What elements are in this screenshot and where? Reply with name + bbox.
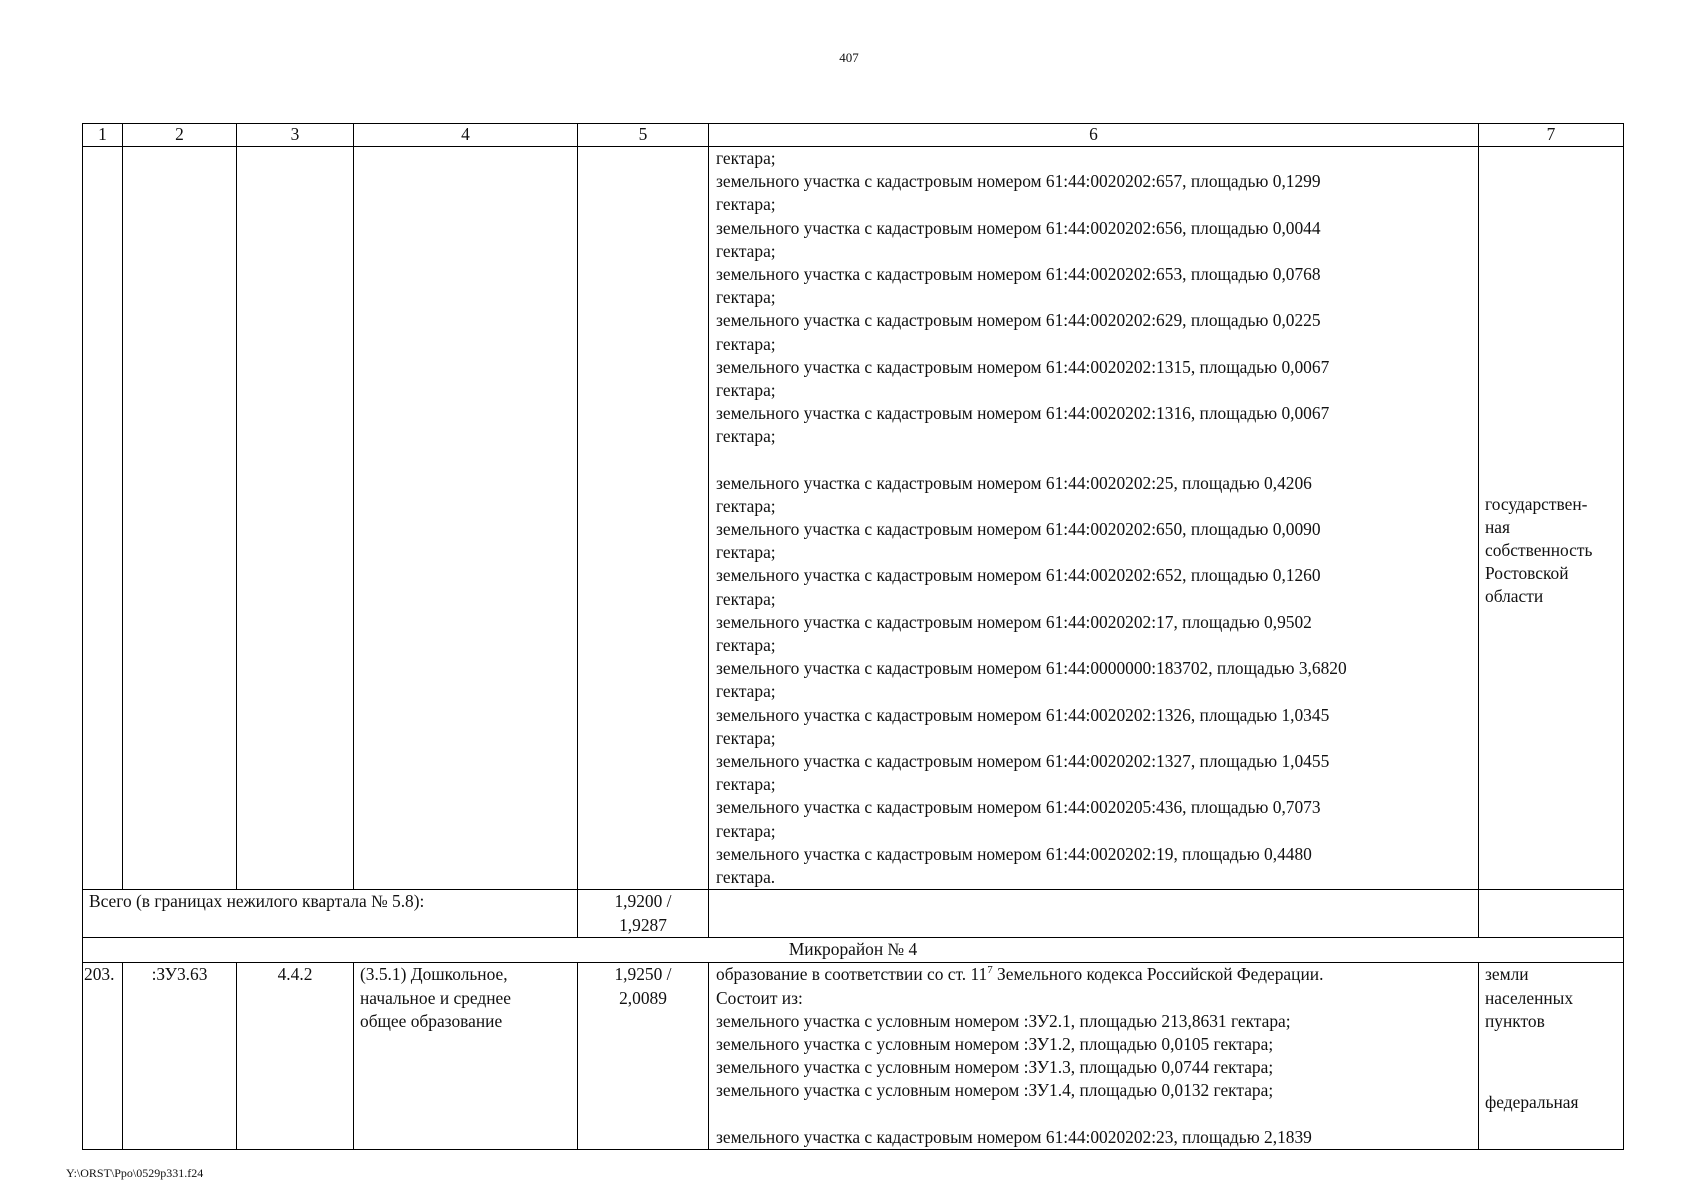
- composition-line: гектара;: [716, 542, 776, 563]
- zone-code: 4.4.2: [237, 963, 354, 1149]
- column-header: 5: [578, 124, 709, 147]
- composition-gap: [716, 1103, 1472, 1126]
- table-header-row: [83, 124, 1624, 147]
- total-area: [578, 890, 709, 938]
- composition-cell: [709, 963, 1479, 1149]
- composition-line: земельного участка с кадастровым номером 61:44:0020202:1315, площадью 0,0067: [716, 356, 1330, 377]
- plot-area-line: 1,9250 /: [614, 964, 672, 985]
- composition-line: гектара;: [716, 727, 776, 748]
- land-category-line: населенных: [1485, 987, 1574, 1008]
- total-label: Всего (в границах нежилого квартала № 5.8):: [83, 890, 578, 938]
- composition-line: земельного участка с условным номером :ЗУ2.1, площадью 213,8631 гектара;: [716, 1010, 1291, 1031]
- cell-empty: [709, 890, 1479, 938]
- ownership-line: области: [1485, 586, 1544, 606]
- page-number: 407: [839, 50, 859, 65]
- composition-line: гектара;: [716, 635, 776, 656]
- ownership-line: федеральная: [1485, 1091, 1579, 1112]
- column-header: 3: [237, 124, 354, 147]
- composition-line: гектара;: [716, 495, 776, 516]
- composition-line: [716, 963, 1472, 986]
- land-plots-table: [82, 123, 1624, 1150]
- composition-line: земельного участка с условным номером :ЗУ1.3, площадью 0,0744 гектара;: [716, 1057, 1274, 1078]
- composition-line: гектара;: [716, 333, 776, 354]
- article-superscript: 7: [987, 964, 993, 977]
- composition-line: гектара;: [716, 681, 776, 702]
- footer-file-path: Y:\ORST\Ppo\0529p331.f24: [66, 1166, 204, 1180]
- ownership-line: государствен-: [1485, 494, 1588, 514]
- composition-line: земельного участка с кадастровым номером 61:44:0020202:650, площадью 0,0090: [716, 519, 1321, 540]
- composition-line: земельного участка с условным номером :ЗУ1.2, площадью 0,0105 гектара;: [716, 1033, 1274, 1054]
- composition-line: земельного участка с условным номером :ЗУ1.4, площадью 0,0132 гектара;: [716, 1080, 1274, 1101]
- composition-line: гектара;: [716, 194, 776, 215]
- cell-empty: [578, 147, 709, 890]
- composition-line: земельного участка с кадастровым номером 61:44:0020202:657, площадью 0,1299: [716, 171, 1321, 192]
- plot-area-line: 2,0089: [619, 987, 667, 1008]
- section-title: Микрорайон № 4: [83, 938, 1624, 963]
- composition-line: гектара;: [716, 287, 776, 308]
- composition-line: земельного участка с кадастровым номером 61:44:0020202:25, площадью 0,4206: [716, 472, 1312, 493]
- ownership-line: ная: [1485, 517, 1511, 537]
- cell-empty: [1479, 890, 1624, 938]
- composition-line: земельного участка с кадастровым номером 61:44:0020202:629, площадью 0,0225: [716, 310, 1321, 331]
- permitted-use-line: начальное и среднее: [360, 987, 511, 1008]
- composition-line: земельного участка с кадастровым номером 61:44:0020202:1327, площадью 1,0455: [716, 751, 1330, 772]
- composition-text: образование в соответствии со ст. 11: [716, 964, 988, 985]
- composition-line: земельного участка с кадастровым номером 61:44:0020202:656, площадью 0,0044: [716, 217, 1321, 238]
- permitted-use-line: общее образование: [360, 1010, 503, 1031]
- cell-empty: [83, 147, 123, 890]
- composition-line: земельного участка с кадастровым номером 61:44:0000000:183702, площадью 3,6820: [716, 658, 1347, 679]
- total-row: [83, 890, 1624, 938]
- column-header: 4: [354, 124, 578, 147]
- composition-line: гектара;: [716, 774, 776, 795]
- permitted-use: [354, 963, 578, 1149]
- composition-line: земельного участка с кадастровым номером 61:44:0020202:652, площадью 0,1260: [716, 565, 1321, 586]
- ownership-text: [1485, 493, 1617, 608]
- composition-line: земельного участка с кадастровым номером 61:44:0020202:653, площадью 0,0768: [716, 264, 1321, 285]
- row-number: 203.: [83, 963, 123, 1149]
- composition-line: земельного участка с кадастровым номером 61:44:0020202:1326, площадью 1,0345: [716, 704, 1330, 725]
- composition-line: земельного участка с кадастровым номером 61:44:0020202:17, площадью 0,9502: [716, 611, 1312, 632]
- total-area-line: 1,9200 /: [614, 891, 672, 912]
- composition-line: гектара;: [716, 426, 776, 447]
- composition-line: гектара.: [716, 867, 776, 888]
- plot-id: :ЗУ3.63: [123, 963, 237, 1149]
- composition-cell: [709, 147, 1479, 890]
- composition-line: земельного участка с кадастровым номером 61:44:0020202:23, площадью 2,1839: [716, 1126, 1312, 1147]
- column-header: 1: [83, 124, 123, 147]
- composition-line: земельного участка с кадастровым номером 61:44:0020202:1316, площадью 0,0067: [716, 403, 1330, 424]
- composition-line: гектара;: [716, 820, 776, 841]
- composition-line: гектара;: [716, 588, 776, 609]
- ownership-line: Ростовской: [1485, 563, 1569, 583]
- section-row: [83, 938, 1624, 963]
- composition-text: Земельного кодекса Российской Федерации.: [992, 964, 1324, 985]
- column-header: 6: [709, 124, 1479, 147]
- ownership-cell: [1479, 147, 1624, 890]
- cell-empty: [237, 147, 354, 890]
- ownership-cell: [1479, 963, 1624, 1149]
- column-header: 7: [1479, 124, 1624, 147]
- composition-gap: [716, 449, 1472, 472]
- land-category-line: земли: [1485, 964, 1529, 985]
- cell-empty: [123, 147, 237, 890]
- land-category-line: пунктов: [1485, 1010, 1545, 1031]
- composition-line: гектара;: [716, 148, 776, 168]
- composition-line: гектара;: [716, 380, 776, 401]
- table-row-continuation: [83, 147, 1624, 890]
- table-row-203: [83, 963, 1624, 1149]
- total-area-line: 1,9287: [619, 914, 667, 935]
- composition-line: гектара;: [716, 240, 776, 261]
- composition-line: земельного участка с кадастровым номером 61:44:0020202:19, площадью 0,4480: [716, 843, 1312, 864]
- permitted-use-line: (3.5.1) Дошкольное,: [360, 964, 508, 985]
- plot-area: [578, 963, 709, 1149]
- column-header: 2: [123, 124, 237, 147]
- cell-empty: [354, 147, 578, 890]
- ownership-line: собственность: [1485, 540, 1593, 560]
- composition-line: Состоит из:: [716, 987, 803, 1008]
- composition-line: земельного участка с кадастровым номером 61:44:0020205:436, площадью 0,7073: [716, 797, 1321, 818]
